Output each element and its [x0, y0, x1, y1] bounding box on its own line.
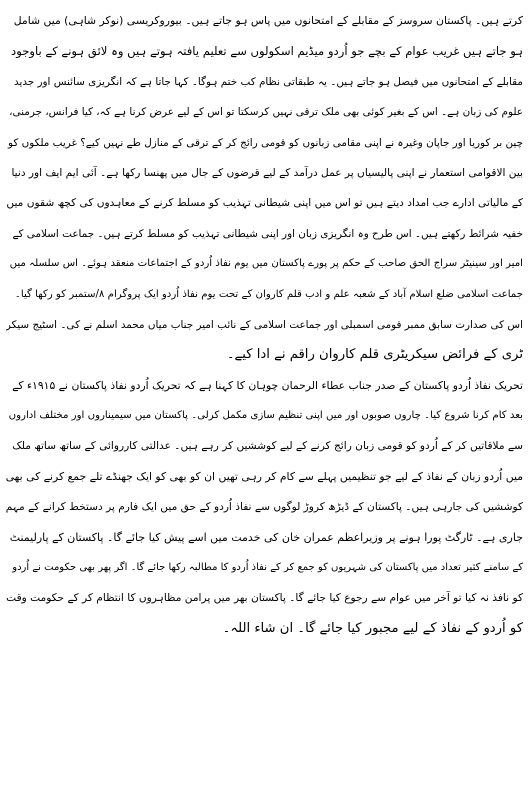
- text-line: امیر اور سینیٹر سراج الحق صاحب کے حکم پر پورے پاکستان میں یوم نفاذ اُردو کے اجتماعات منعقد ہوئے۔ اس سلسلہ میں: [9, 258, 523, 270]
- text-line: سے ملاقاتیں کر کے اُردو کو قومی زبان رائج کرنے کے لیے کوششیں کر رہے ہیں۔ عدالتی کارروائی کے ساتھ ساتھ ملک: [12, 440, 523, 453]
- text-line: مقابلے کے امتحانوں میں فیصل ہو جاتے ہیں۔ یہ طبقاتی نظام کب ختم ہوگا۔ کہا جاتا ہے کہ انگریزی سائنس اور جدید: [13, 75, 523, 88]
- text-line: کرتے ہیں۔ پاکستان سروسز کے مقابلے کے امتحانوں میں پاس ہو جاتے ہیں۔ بیوروکریسی (نوکر شاہی) میں شامل: [13, 14, 523, 27]
- text-line: میں اُردو زبان کے نفاذ کے لیے جو تنظیمیں پہلے سے کام کر رہی تھیں ان کو بھی کو ایک جھنڈے تلے جمع کرنے کی بھی: [6, 469, 523, 483]
- text-line: کوششیں کی جارہی ہیں۔ پاکستان کے ڈیڑھ کروڑ لوگوں سے نفاذ اُردو کے حق میں ایک فارم پر دستخط کرانے کے مہم: [6, 501, 523, 514]
- text-line: بعد کام کرنا شروع کیا۔ چاروں صوبوں اور میں اپنی تنظیم سازی مکمل کرلی۔ پاکستان میں سیمیناروں اور مختلف اداروں: [8, 410, 523, 422]
- text-line: کے مالیاتی ادارے جب امداد دیتے ہیں تو اس میں اپنی شیطانی تہذیب کو مسلط کرنے کے معاہدوں کی کچھ شقوں میں: [6, 197, 523, 210]
- text-line: خفیہ شرائط رکھتے ہیں۔ اس طرح وہ انگریزی زبان اور اپنی شیطانی تہذیب کو مسلط کرتے ہیں۔ جماعت اسلامی کے: [12, 227, 523, 240]
- text-line: علوم کی زبان ہے۔ اس کے بغیر کوئی بھی ملک ترقی نہیں کرسکتا تو اس کے لیے عرض کرنا ہے کہ، کیا فرانس، جرمنی،: [9, 106, 523, 119]
- text-line: کو اُردو کے نفاذ کے لیے مجبور کیا جائے گا۔ ان شاء اللہ۔: [222, 620, 523, 636]
- text-line: اس کی صدارت سابق ممبر قومی اسمبلی اور جماعت اسلامی کے نائب امیر جناب میاں محمد اسلم نے کی۔ اسٹیج سیکر: [6, 318, 523, 331]
- paragraph-1: [6, 6, 523, 371]
- text-line: جاری ہے۔ ٹارگٹ پورا ہونے پر وزیراعظم عمران خان کی خدمت میں اسے پیش کیا جائے گا۔ پاکستان کے پارلیمنٹ: [9, 530, 523, 544]
- paragraph-2: [6, 371, 523, 645]
- text-line: چین بر کوریا اور جاپان وغیرہ نے اپنی مقامی زبانوں کو قومی رائج کر کے ترقی کے منازل طے نہیں کیے؟ غریب ملکوں کو: [8, 136, 523, 149]
- text-line: تحریک نفاذ اُردو پاکستان کے صدر جناب عطاء الرحمان چوہان کا کہنا ہے کہ تحریک اُردو نفاذ پاکستان نے ۱۹۱۵ء کے: [12, 378, 523, 392]
- urdu-article: [6, 6, 523, 644]
- text-line: کو نافذ نہ کیا تو آخر میں عوام سے رجوع کیا جائے گا۔ پاکستان بھر میں پرامن مظاہروں کا انتظام کر کے حکومت وقت: [6, 592, 523, 605]
- text-line: ہو جاتے ہیں غریب عوام کے بچے جو اُردو میڈیم اسکولوں سے تعلیم یافتہ ہوتے ہیں وہ لائق ہونے کے باوجود: [11, 44, 523, 59]
- text-line: جماعت اسلامی ضلع اسلام آباد کے شعبہ علم و ادب قلم کاروان کے تحت یوم نفاذ اُردو ایک پروگرام ۸/ستمبر کو رکھا گیا۔: [14, 288, 523, 300]
- text-line: بین الاقوامی استعمار نے اپنی پالیسیاں پر عمل درآمد کے لیے قرضوں کے جال میں پھنسا رکھا ہے۔ آئی ایم ایف اور دنیا: [11, 166, 523, 179]
- text-line: کے سامنے کثیر تعداد میں پاکستان کی شہریوں کو جمع کر کے نفاذ اُردو کا مطالبہ رکھا جائے گا۔ اگر پھر بھی حکومت نے اُردو: [12, 562, 523, 574]
- text-line: ٹری کے فرائض سیکریٹری قلم کاروان راقم نے ادا کیے۔: [226, 347, 523, 363]
